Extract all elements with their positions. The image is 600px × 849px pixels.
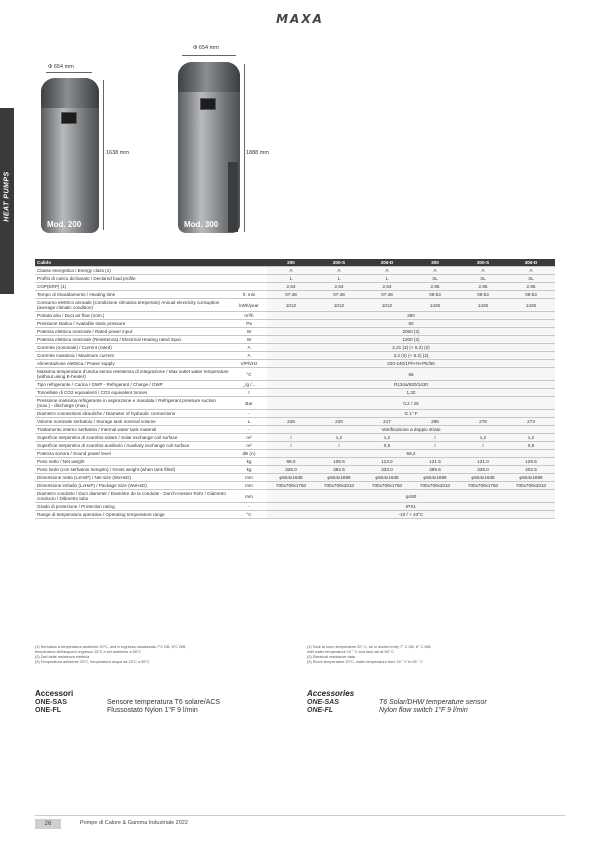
note-line: (1) Tank at room temperature 20° C, air in ducted entry 7° C DB, 6° C WB, (307, 645, 432, 649)
table-header-unit (231, 259, 267, 267)
spec-value: A (363, 267, 411, 275)
table-row (35, 442, 555, 450)
spec-value: 129.5 (507, 458, 555, 466)
spec-unit: - (231, 426, 267, 434)
spec-value: 1,2 (363, 434, 411, 442)
table-row (35, 418, 555, 426)
spec-name: Potenza sonora / Sound power level (35, 450, 231, 458)
spec-value: / (411, 434, 459, 442)
spec-unit (231, 283, 267, 291)
spec-value: 07:48 (363, 291, 411, 299)
mod200-control-panel (61, 112, 77, 124)
footer-text: Pompe di Calore & Gamma Industriale 2022 (80, 820, 188, 826)
spec-name: Tonnellate di CO2 equivalenti / CO2 equivalent tonnes (35, 389, 231, 397)
accessory-code: ONE-SAS (307, 699, 339, 706)
spec-name: Diametro connessioni idrauliche / Diameter of hydraulic connections (35, 410, 231, 418)
table-header-model: 200-D (363, 259, 411, 267)
table-header-name: Calido (35, 259, 231, 267)
spec-value: 07:48 (267, 291, 315, 299)
spec-value: 60 (267, 320, 555, 328)
accessories-english (307, 689, 567, 715)
spec-value: 700x700x2010 (411, 482, 459, 490)
mod200-height: 1638 mm (106, 150, 129, 156)
accessory-code: ONE-FL (307, 707, 334, 714)
table-row (35, 381, 555, 389)
table-row (35, 503, 555, 511)
spec-unit: L (231, 418, 267, 426)
table-row (35, 482, 555, 490)
spec-unit: h: min (231, 291, 267, 299)
spec-value: 121.5 (411, 458, 459, 466)
page-footer (35, 815, 565, 830)
spec-value: L (267, 275, 315, 283)
spec-value: φ654x1638 (267, 474, 315, 482)
spec-value: 700x700x2010 (315, 482, 363, 490)
note-line: inlet water temperature 10 ° C and tank set at 55° C (307, 650, 395, 654)
spec-name: Tempo di riscaldamento / Heating time (35, 291, 231, 299)
accessory-row (307, 707, 567, 715)
table-header-model: 300-D (507, 259, 555, 267)
table-row (35, 368, 555, 381)
spec-value: 392.5 (315, 466, 363, 474)
spec-value: 09:53 (459, 291, 507, 299)
table-row (35, 511, 555, 519)
note-line: (3) Temperatura ambiente 20°C, temperatura acqua da 15°C a 55°C (35, 660, 150, 664)
spec-value: A (459, 267, 507, 275)
spec-name: Dimensione imballo (LxHxP) / Package Size (WxHxD) (35, 482, 231, 490)
spec-value: 2.85 (411, 283, 459, 291)
accessories-title: Accessori (35, 689, 74, 698)
spec-unit: kg (231, 458, 267, 466)
mod200-diameter-line (46, 72, 92, 73)
spec-value: Vetrificazione a doppio strato (267, 426, 555, 434)
spec-value: 2.64 (315, 283, 363, 291)
table-row (35, 426, 555, 434)
table-row (35, 450, 555, 458)
spec-value: 106.5 (315, 458, 363, 466)
spec-value: 65 (267, 368, 555, 381)
accessory-desc: Flussostato Nylon 1"F 9 l/min (107, 707, 198, 714)
spec-value: 09:53 (411, 291, 459, 299)
spec-unit: A (231, 344, 267, 352)
table-header-model: 300-S (459, 259, 507, 267)
spec-value: 1,2 (507, 434, 555, 442)
spec-name: Trattamento interno serbatoio / Internal water tank material (35, 426, 231, 434)
table-row (35, 312, 555, 320)
spec-unit: °C (231, 368, 267, 381)
accessory-row (35, 699, 295, 707)
spec-unit: W (231, 336, 267, 344)
accessory-desc: Sensore temperatura T6 solare/ACS (107, 699, 221, 706)
mod300-control-panel (200, 98, 216, 110)
spec-name: Pressione massima refrigerante in aspirazione e mandata / Refrigerant pressure suction (max.) - discharge (max.) (35, 397, 231, 410)
spec-unit: m³/h (231, 312, 267, 320)
spec-unit (231, 267, 267, 275)
spec-value: 58,2 (267, 450, 555, 458)
note-line: (1) Serbatoio a temperatura ambiente 20°C, aria in ingresso canalizzata 7°C DB, 6°C WB, (35, 645, 187, 649)
spec-name: COP(ERP) (1) (35, 283, 231, 291)
table-row (35, 466, 555, 474)
spec-name: Range di temperatura operativa / Operating temperature range (35, 511, 231, 519)
spec-value: 286 (411, 418, 459, 426)
spec-name: Alimentazione elettrica / Power supply (35, 360, 231, 368)
spec-value: 121.0 (459, 458, 507, 466)
spec-value: 1012 (363, 299, 411, 312)
spec-name: Classe energetica / Energy class (1) (35, 267, 231, 275)
spec-value: 2.85 (507, 283, 555, 291)
mod200-tank-top (41, 78, 99, 108)
spec-value: 1,2 (459, 434, 507, 442)
spec-name: Peso netto / Net weight (35, 458, 231, 466)
spec-value: L (315, 275, 363, 283)
spec-unit: mm (231, 474, 267, 482)
table-row (35, 389, 555, 397)
spec-value: XL (411, 275, 459, 283)
spec-value: φ654x1638 (363, 474, 411, 482)
spec-unit: mm (231, 490, 267, 503)
spec-value: A (315, 267, 363, 275)
table-row (35, 336, 555, 344)
spec-value: / (411, 442, 459, 450)
spec-value: 399.5 (411, 466, 459, 474)
mod300-height: 1888 mm (246, 150, 269, 156)
spec-value: 0,8 (507, 442, 555, 450)
spec-value: 700x700x1760 (459, 482, 507, 490)
spec-name: Potenza elettrica nominale / Rated power input (35, 328, 231, 336)
spec-value: 700x700x2010 (507, 482, 555, 490)
spec-unit: - (231, 410, 267, 418)
spec-unit: °C (231, 511, 267, 519)
spec-value: 113.0 (363, 458, 411, 466)
spec-value: φ654x1888 (411, 474, 459, 482)
spec-value: 09:53 (507, 291, 555, 299)
spec-name: Grado di protezione / Protection rating (35, 503, 231, 511)
spec-value: 1200 (2) (267, 336, 555, 344)
mod300-pipe-cover (228, 162, 238, 232)
spec-unit: V/Ph/Hz (231, 360, 267, 368)
spec-value: 1426 (507, 299, 555, 312)
spec-unit: Pa (231, 320, 267, 328)
spec-value: XL (459, 275, 507, 283)
spec-unit: dB (A) (231, 450, 267, 458)
accessories-italian (35, 689, 295, 715)
spec-name: Superficie serpentino di scambio solare / Solar exchange coil surface (35, 434, 231, 442)
spec-value: φ654x1888 (507, 474, 555, 482)
accessory-desc: Nylon flow switch 1"F 9 l/min (379, 707, 468, 714)
table-row (35, 299, 555, 312)
table-row (35, 360, 555, 368)
spec-value: 228 (267, 418, 315, 426)
section-side-tab (0, 108, 14, 294)
spec-value: / (315, 442, 363, 450)
spec-unit: A (231, 352, 267, 360)
spec-value: A (267, 267, 315, 275)
spec-unit: m² (231, 434, 267, 442)
table-row (35, 344, 555, 352)
spec-value: A (507, 267, 555, 275)
table-row (35, 490, 555, 503)
table-header-model: 300 (411, 259, 459, 267)
spec-value: 700x700x1760 (363, 482, 411, 490)
spec-value: A (411, 267, 459, 275)
spec-name: Peso lordo (con serbatoio riempito) / Gross weight (when tank filled) (35, 466, 231, 474)
accessory-code: ONE-SAS (35, 699, 67, 706)
mod300-diameter: Φ 654 mm (193, 45, 219, 51)
table-row (35, 275, 555, 283)
spec-value: -10 / + 43°C (267, 511, 555, 519)
spec-value: 98.0 (267, 458, 315, 466)
notes-english (307, 645, 432, 665)
note-line: (2) Dati della resistenza elettrica (35, 655, 90, 659)
spec-name: Superficie serpentino di scambio ausiliario / Auxiliary exchange coil surface (35, 442, 231, 450)
table-header-model: 200 (267, 259, 315, 267)
spec-unit: Bar (231, 397, 267, 410)
spec-value: 278 (459, 418, 507, 426)
table-row (35, 458, 555, 466)
spec-table (35, 259, 555, 519)
spec-value: / (267, 434, 315, 442)
table-row (35, 352, 555, 360)
spec-name: Tipo refrigerante / Carica / GWP - Refrigerant / Charge / GWP (35, 381, 231, 389)
spec-value: 07:48 (315, 291, 363, 299)
spec-value: 333.0 (363, 466, 411, 474)
table-row (35, 320, 555, 328)
mod300-diameter-line (182, 55, 236, 56)
brand-logo: MAXA (276, 12, 324, 26)
accessory-desc: T6 Solar/DHW temperature sensor (379, 699, 487, 706)
mod200-height-line (103, 80, 104, 230)
spec-name: Potenza elettrica nominale (Resistenza) / Electrical Heating rated input (35, 336, 231, 344)
spec-value: 1,2 (315, 434, 363, 442)
spec-value: φ654x1638 (459, 474, 507, 482)
mod200-label: Mod. 200 (47, 220, 82, 229)
spec-unit: t (231, 389, 267, 397)
table-header-model: 200-S (315, 259, 363, 267)
spec-name: Corrente (nominale) / Current (rated) (35, 344, 231, 352)
spec-value: XL (507, 275, 555, 283)
mod300-height-line (244, 64, 245, 232)
table-row (35, 328, 555, 336)
spec-value: 326.0 (267, 466, 315, 474)
mod300-tank-top (178, 62, 240, 92)
note-line: (2) Electrical resistance data (307, 655, 355, 659)
spec-name: Massima temperatura d'uscita senza resistenza di integrazione / Max outlet water temperature (without using E-heater) (35, 368, 231, 381)
spec-value: G 1" F (267, 410, 555, 418)
spec-unit: kg (231, 466, 267, 474)
note-line: temperatura dell'acqua in ingresso 10°C e set ambiente a 55°C (35, 650, 142, 654)
note-line: (3) Room temperature 20°C, water temperature from 15 ° C to 55 ° C (307, 660, 423, 664)
spec-value: R134a/920/1430 (267, 381, 555, 389)
spec-value: 1012 (267, 299, 315, 312)
spec-value: 217 (363, 418, 411, 426)
table-row (35, 434, 555, 442)
spec-name: Dimensione netta (LxHxP) / Net size (WxHxD) (35, 474, 231, 482)
spec-value: 220 (315, 418, 363, 426)
spec-name: Consumo elettrico annuale (Condizione climatica temperato) Annual electricity consuption (average climatic condition) (35, 299, 231, 312)
table-row (35, 267, 555, 275)
spec-unit: - (231, 503, 267, 511)
spec-value: 338.0 (459, 466, 507, 474)
spec-name: Pressione statica / Available static pressure (35, 320, 231, 328)
accessory-code: ONE-FL (35, 707, 62, 714)
spec-value: 700x700x1760 (267, 482, 315, 490)
table-row (35, 283, 555, 291)
spec-value: 273 (507, 418, 555, 426)
spec-value: φ654x1888 (315, 474, 363, 482)
spec-value: φ160 (267, 490, 555, 503)
spec-name: Corrente massima / Maximum current (35, 352, 231, 360)
spec-value: 220-240/1Ph+N+PE/50 (267, 360, 555, 368)
spec-value: 1,32 (267, 389, 555, 397)
spec-name: Diametro condotto / Duct diameter / Diamètre de la conduite - Durch-messer Rohr / Diámetro conducto / Diâmetro tubo (35, 490, 231, 503)
spec-name: Portata aria / Duct air flow (nom.) (35, 312, 231, 320)
spec-value: 2.64 (363, 283, 411, 291)
side-tab-label: HEAT PUMPS (3, 171, 11, 222)
spec-name: Volume nominale serbatoio / Storage tank nominal volume (35, 418, 231, 426)
spec-value: 350 (267, 312, 555, 320)
spec-value: 0,2 / 25 (267, 397, 555, 410)
table-row (35, 397, 555, 410)
spec-value: 1426 (411, 299, 459, 312)
spec-unit: m² (231, 442, 267, 450)
table-header-row (35, 259, 555, 267)
notes-italian (35, 645, 186, 665)
spec-value: 1012 (315, 299, 363, 312)
table-row (35, 474, 555, 482)
mod300-tank-image (178, 62, 240, 233)
spec-unit: kWh/year (231, 299, 267, 312)
accessory-row (35, 707, 295, 715)
spec-value: 1426 (459, 299, 507, 312)
spec-value: IPX1 (267, 503, 555, 511)
spec-value: 0,5 (363, 442, 411, 450)
spec-unit (231, 275, 267, 283)
spec-unit: mm (231, 482, 267, 490)
spec-value: / (459, 442, 507, 450)
spec-value: 402.5 (507, 466, 555, 474)
table-row (35, 410, 555, 418)
spec-name: Profilo di carico dichiarato / Declared load profile (35, 275, 231, 283)
spec-value: 2060 (2) (267, 328, 555, 336)
spec-value: / (267, 442, 315, 450)
spec-value: 2.64 (267, 283, 315, 291)
accessories-title: Accessories (307, 689, 355, 698)
spec-value: L (363, 275, 411, 283)
table-row (35, 291, 555, 299)
spec-unit: _/g /... (231, 381, 267, 389)
spec-value: 2,21 (3) (+ 5.2) (2) (267, 344, 555, 352)
mod300-label: Mod. 300 (184, 220, 219, 229)
spec-value: 2.85 (459, 283, 507, 291)
spec-value: 3,2 (3) (+ 5.2) (2) (267, 352, 555, 360)
mod200-tank-image (41, 78, 99, 233)
page-number: 26 (35, 819, 61, 829)
mod200-diameter: Φ 654 mm (48, 64, 74, 70)
spec-unit: W (231, 328, 267, 336)
accessory-row (307, 699, 567, 707)
